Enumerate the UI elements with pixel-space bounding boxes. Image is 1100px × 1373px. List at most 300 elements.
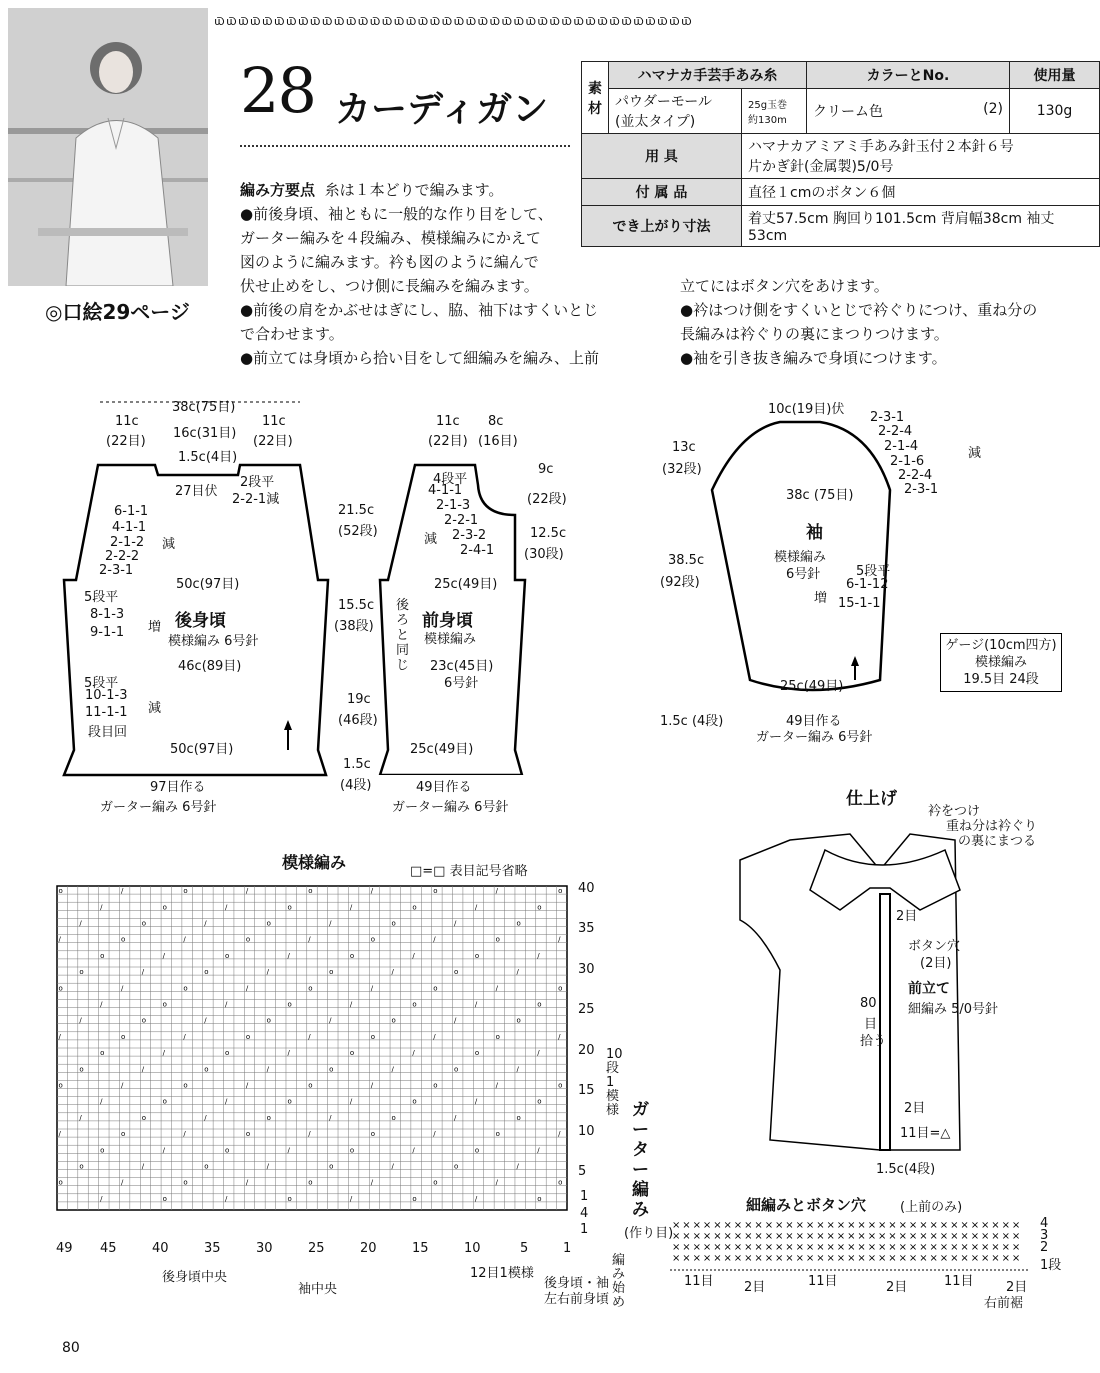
chart-garter-label: ガーター編み	[632, 1100, 649, 1220]
band-stitch: ×	[682, 1231, 691, 1242]
chart-symbol: o	[287, 1097, 292, 1106]
chart-symbol: /	[204, 1016, 207, 1025]
band-stitch: ×	[816, 1253, 825, 1264]
chart-symbol: o	[433, 984, 438, 993]
band-stitch: ×	[754, 1242, 763, 1253]
chart-start-back: 後身頃・袖	[544, 1276, 610, 1291]
band-stitch: ×	[981, 1231, 990, 1242]
chart-row-garter-1: 1	[580, 1222, 589, 1237]
chart-symbol: /	[162, 1049, 165, 1058]
chart-symbol: o	[204, 968, 209, 977]
band-gap-2: 2目	[744, 1280, 766, 1295]
band-stitch: ×	[888, 1242, 897, 1253]
chart-symbol: o	[391, 919, 396, 928]
chart-back-center: 後身頃中央	[162, 1270, 228, 1285]
band-gap-4: 2目	[886, 1280, 908, 1295]
chart-symbol: o	[474, 1049, 480, 1058]
chart-symbol: /	[474, 1000, 478, 1009]
band-stitch: ×	[867, 1242, 877, 1253]
band-stitch: ×	[836, 1231, 846, 1242]
finish-note-2: 重ね分は衿ぐり	[946, 819, 1038, 834]
band-stitch: ×	[795, 1242, 804, 1253]
chart-row-25: 25	[578, 1002, 595, 1017]
finish-band: 前立て	[908, 981, 950, 997]
chart-symbol: o	[433, 1178, 438, 1187]
band-stitch: ×	[795, 1253, 804, 1264]
chart-row-35: 35	[578, 921, 595, 936]
chart-symbol: o	[391, 1016, 396, 1025]
chart-symbol: /	[537, 1049, 540, 1058]
instr-line-4: 図のように編みます。衿も図のように編んで	[240, 253, 539, 271]
instr-right-3: 長編みは衿ぐりの裏にまつりつけます。	[680, 325, 949, 343]
sleeve-cap-dec: 減	[968, 446, 982, 461]
band-stitch: ×	[826, 1242, 835, 1253]
chart-col-10: 10	[464, 1241, 481, 1256]
instr-line-1: 糸は１本どりで編みます。	[324, 181, 504, 199]
chart-symbol: o	[516, 1016, 521, 1025]
chart-symbol: o	[183, 1081, 188, 1090]
chart-symbol: /	[141, 1162, 145, 1171]
band-stitch: ×	[672, 1220, 681, 1231]
tools-label: 用 具	[582, 134, 742, 179]
chart-row-40: 40	[578, 881, 595, 896]
sleeve-width: 38c (75目)	[786, 488, 854, 503]
band-stitch: ×	[836, 1242, 846, 1253]
front-shoulder-stitches: (22目)	[428, 434, 468, 449]
chart-symbol: o	[183, 887, 188, 896]
chart-symbol: /	[495, 984, 499, 993]
gauge-title: ゲージ(10cm四方)	[945, 638, 1057, 653]
front-h-top: 9c	[538, 462, 554, 477]
back-neck-dec-1: 2段平	[240, 475, 275, 490]
finish-equals: 11目=△	[900, 1126, 951, 1141]
chart-symbol: /	[120, 1081, 124, 1090]
finish-2-stitches-a: 2目	[896, 909, 918, 924]
chart-cast-on: (作り目)	[624, 1226, 674, 1241]
band-stitch: ×	[908, 1242, 918, 1253]
band-stitch: ×	[867, 1220, 877, 1231]
back-shoulder-width-1: 11c	[115, 414, 139, 429]
band-stitch: ×	[939, 1231, 949, 1242]
band-stitch: ×	[826, 1220, 835, 1231]
instr-right-1: 立てにはボタン穴をあけます。	[680, 277, 889, 295]
chart-symbol: o	[454, 968, 459, 977]
chart-symbol: /	[58, 1032, 61, 1041]
band-stitch: ×	[970, 1253, 980, 1264]
band-stitch: ×	[867, 1253, 877, 1264]
back-stitch: 模様編み 6号針	[168, 634, 259, 649]
chart-col-40: 40	[152, 1241, 169, 1256]
chart-symbol: o	[162, 1097, 167, 1106]
band-stitch: ×	[816, 1231, 825, 1242]
band-stitch: ×	[723, 1231, 732, 1242]
back-h-low: 19c	[347, 692, 371, 707]
band-stitch: ×	[764, 1242, 774, 1253]
tools-line-1: ハマナカアミアミ手あみ針玉付２本針６号	[748, 139, 1014, 155]
band-stitch: ×	[898, 1220, 907, 1231]
band-stitch: ×	[1011, 1242, 1021, 1253]
chart-symbol: o	[141, 1113, 147, 1122]
chart-symbol: /	[79, 1113, 82, 1122]
chart-symbol: /	[308, 1130, 311, 1139]
band-stitch: ×	[836, 1220, 846, 1231]
front-h-top-rows: (22段)	[527, 492, 567, 507]
band-stitch: ×	[929, 1220, 938, 1231]
band-stitch: ×	[723, 1242, 732, 1253]
back-shoulder-stitches-2: (22目)	[253, 434, 293, 449]
front-waist: 23c(45目)	[430, 659, 494, 674]
sleeve-cast-on: 49目作る	[786, 714, 842, 729]
chart-symbol: /	[287, 951, 290, 960]
decorative-border: ௰௰௰௰௰௰௰௰௰௰௰௰௰௰௰௰௰௰௰௰௰௰௰௰௰௰௰௰௰௰௰௰௰௰௰௰௰௰௰௰	[214, 10, 693, 30]
materials-table	[581, 61, 1100, 247]
band-stitch: ×	[826, 1253, 835, 1264]
band-stitch: ×	[733, 1220, 743, 1231]
band-gap-6: 2目	[1006, 1280, 1028, 1295]
band-stitch: ×	[1001, 1231, 1010, 1242]
chart-symbol: /	[245, 984, 249, 993]
band-stitch: ×	[702, 1242, 712, 1253]
back-shoulder-width-2: 11c	[262, 414, 286, 429]
chart-col-25: 25	[308, 1241, 325, 1256]
front-neck-4: 2-2-1	[444, 513, 479, 528]
chart-symbol: o	[266, 1016, 271, 1025]
band-chart-sub: (上前のみ)	[900, 1200, 963, 1215]
finish-2-stitches-b: 2目	[904, 1101, 926, 1116]
band-stitch: ×	[939, 1242, 949, 1253]
back-hem: 50c(97目)	[170, 742, 234, 757]
chart-symbol: o	[537, 903, 542, 912]
chart-symbol: o	[558, 887, 563, 896]
gauge-stitch: 模様編み	[974, 655, 1027, 670]
chart-symbol: o	[516, 1113, 521, 1122]
chart-start: 編み始め	[612, 1253, 626, 1310]
back-rows-flat-2: 5段平	[84, 676, 119, 691]
back-dec-3: 段目回	[88, 725, 128, 740]
chart-symbol: /	[495, 1178, 499, 1187]
band-stitch: ×	[1001, 1253, 1010, 1264]
band-stitch: ×	[1001, 1220, 1010, 1231]
instr-right-2: ●衿はつけ側をすくいとじで衿ぐりにつけ、重ね分の	[680, 301, 1038, 319]
band-stitch: ×	[754, 1253, 763, 1264]
chart-symbol: /	[204, 919, 207, 928]
band-stitch: ×	[713, 1220, 722, 1231]
chart-col-35: 35	[204, 1241, 221, 1256]
band-stitch: ×	[672, 1253, 681, 1264]
chart-symbol: o	[79, 968, 84, 977]
band-stitch: ×	[692, 1253, 701, 1264]
chart-symbol: /	[516, 1162, 519, 1171]
back-neck-depth: 1.5c(4目)	[178, 450, 238, 465]
sleeve-stitch: 模様編み	[774, 550, 827, 565]
back-h-mid-rows: (38段)	[334, 619, 374, 634]
chart-symbol: /	[100, 1000, 103, 1009]
band-stitch: ×	[919, 1253, 928, 1264]
chart-symbol: /	[100, 1194, 103, 1203]
sleeve-name: 袖	[806, 523, 823, 543]
band-stitch: ×	[888, 1231, 897, 1242]
back-arm-4: 2-2-2	[105, 549, 140, 564]
chart-symbol: /	[266, 1162, 270, 1171]
band-stitch: ×	[733, 1242, 743, 1253]
sleeve-h-cap-rows: (32段)	[662, 462, 702, 477]
front-needle: 6号針	[444, 676, 479, 691]
band-stitch: ×	[702, 1231, 712, 1242]
back-h-garter-rows: (4段)	[340, 778, 372, 793]
chart-rep-cols: 12目1模様	[470, 1266, 534, 1281]
chart-symbol: /	[349, 1000, 353, 1009]
band-stitch: ×	[816, 1242, 825, 1253]
band-row-4: 4	[1040, 1216, 1049, 1231]
photo-page-reference: ◎口絵29ページ	[45, 300, 190, 324]
front-shoulder-width: 11c	[436, 414, 460, 429]
chart-symbol: o	[120, 1032, 126, 1041]
band-stitch: ×	[1011, 1253, 1021, 1264]
back-neck-dec-2: 2-2-1減	[232, 492, 280, 507]
chart-symbol: /	[183, 935, 186, 944]
band-stitch: ×	[919, 1231, 928, 1242]
chart-symbol: o	[100, 1146, 105, 1155]
band-stitch: ×	[775, 1242, 784, 1253]
chart-symbol: /	[225, 1000, 228, 1009]
band-stitch: ×	[785, 1253, 794, 1264]
front-hem: 25c(49目)	[410, 742, 474, 757]
front-chest: 25c(49目)	[434, 577, 498, 592]
chart-symbol: /	[433, 1130, 436, 1139]
band-stitch: ×	[908, 1253, 918, 1264]
band-row-2: 2	[1040, 1240, 1049, 1255]
chart-symbol: /	[474, 1194, 478, 1203]
sleeve-garter: ガーター編み 6号針	[756, 730, 873, 745]
back-dec-1: 10-1-3	[85, 688, 128, 703]
back-waist: 46c(89目)	[178, 659, 242, 674]
chart-symbol: o	[474, 951, 480, 960]
front-neck-2: 4-1-1	[428, 483, 463, 498]
finish-note-1: 衿をつけ	[928, 804, 981, 819]
chart-symbol: o	[516, 919, 521, 928]
chart-symbol: o	[537, 1097, 542, 1106]
chart-symbol: o	[329, 1065, 334, 1074]
chart-symbol: /	[412, 1049, 415, 1058]
chart-symbol: /	[454, 1016, 457, 1025]
chart-row-20: 20	[578, 1043, 595, 1058]
chart-symbol: o	[308, 887, 313, 896]
back-h-low-rows: (46段)	[338, 713, 378, 728]
chart-symbol: /	[474, 1097, 478, 1106]
sleeve-h-body-rows: (92段)	[660, 575, 700, 590]
chart-symbol: /	[558, 1032, 561, 1041]
chart-symbol: o	[412, 1194, 417, 1203]
chart-symbol: /	[79, 919, 82, 928]
band-chart-title: 細編みとボタン穴	[746, 1196, 867, 1214]
band-stitch: ×	[970, 1220, 980, 1231]
chart-symbol: o	[141, 1016, 147, 1025]
chart-symbol: o	[245, 1130, 251, 1139]
finish-pickup-2: 目	[864, 1017, 878, 1032]
band-stitch: ×	[1011, 1231, 1021, 1242]
chart-symbol: /	[141, 1065, 145, 1074]
band-stitch: ×	[795, 1231, 804, 1242]
band-stitch: ×	[723, 1253, 732, 1264]
chart-symbol: o	[58, 1081, 63, 1090]
band-stitch: ×	[805, 1253, 815, 1264]
chart-symbol: o	[79, 1162, 84, 1171]
size-label: でき上がり寸法	[582, 206, 742, 247]
instr-line-3: ガーター編みを４段編み、模様編みにかえて	[240, 229, 541, 247]
instr-line-6: ●前後の肩をかぶせはぎにし、脇、袖下はすくいとじ	[240, 301, 599, 319]
back-h-arm-rows: (52段)	[338, 524, 378, 539]
chart-symbol: /	[329, 919, 332, 928]
chart-symbol: /	[370, 1081, 374, 1090]
band-stitch: ×	[764, 1220, 774, 1231]
instructions-heading: 編み方要点	[240, 181, 316, 199]
chart-symbol: /	[266, 968, 270, 977]
band-stitch: ×	[929, 1253, 938, 1264]
chart-symbol: /	[495, 1081, 499, 1090]
chart-title: 模様編み	[282, 853, 347, 872]
band-stitch: ×	[692, 1220, 701, 1231]
sleeve-h-cap: 13c	[672, 440, 696, 455]
amount-header: 使用量	[1010, 62, 1100, 89]
band-stitch: ×	[744, 1242, 753, 1253]
cardigan-photo	[8, 8, 208, 286]
band-stitch: ×	[950, 1253, 959, 1264]
chart-row-garter-4: 4	[580, 1206, 589, 1221]
chart-col-1: 1	[563, 1241, 572, 1256]
chart-symbol: /	[79, 1016, 82, 1025]
sleeve-cap-5: 2-2-4	[898, 468, 933, 483]
band-stitch: ×	[929, 1231, 938, 1242]
chart-symbol: o	[349, 1146, 355, 1155]
band-stitch: ×	[744, 1253, 753, 1264]
back-neck-width: 16c(31目)	[173, 426, 237, 441]
chart-symbol: o	[287, 903, 292, 912]
band-stitch: ×	[867, 1231, 877, 1242]
color-header: カラーとNo.	[807, 62, 1010, 89]
band-stitch: ×	[908, 1231, 918, 1242]
front-neck-5: 2-3-2	[452, 528, 487, 543]
back-cast-on: 97目作る	[150, 780, 206, 795]
finish-pickup-3: 拾う	[860, 1034, 887, 1049]
band-stitch: ×	[888, 1253, 897, 1264]
front-garter: ガーター編み 6号針	[392, 800, 509, 815]
back-rows-flat: 5段平	[84, 590, 119, 605]
chart-symbol: o	[183, 984, 188, 993]
band-stitch: ×	[692, 1231, 701, 1242]
chart-symbol: o	[558, 1081, 563, 1090]
band-stitch: ×	[816, 1220, 825, 1231]
chart-symbol: /	[245, 887, 249, 896]
back-body-name: 後身頃	[175, 611, 226, 631]
chart-row-5: 5	[578, 1164, 587, 1179]
finish-buttonhole-2: (2目)	[920, 956, 952, 971]
band-stitch: ×	[847, 1253, 856, 1264]
chart-symbol: o	[58, 887, 63, 896]
band-stitch: ×	[713, 1231, 722, 1242]
yarn-type: (並太タイプ)	[615, 114, 696, 130]
chart-symbol: o	[412, 903, 417, 912]
chart-symbol: o	[162, 1194, 167, 1203]
sleeve-h-body: 38.5c	[668, 553, 705, 568]
band-stitch: ×	[775, 1253, 784, 1264]
sleeve-cuff: 25c(49目)	[780, 679, 844, 694]
band-stitch: ×	[950, 1220, 959, 1231]
chart-symbol: o	[245, 935, 251, 944]
chart-symbol: o	[204, 1065, 209, 1074]
back-shoulder-stitches-1: (22目)	[106, 434, 146, 449]
chart-symbol: /	[370, 1178, 374, 1187]
back-arm-1: 6-1-1	[114, 504, 149, 519]
band-row-3: 3	[1040, 1228, 1049, 1243]
band-stitch: ×	[805, 1231, 815, 1242]
band-stitch: ×	[857, 1231, 866, 1242]
chart-symbol: /	[412, 1146, 415, 1155]
chart-symbol: /	[141, 968, 145, 977]
back-arm-dec: 減	[162, 537, 176, 552]
chart-symbol: o	[225, 951, 230, 960]
chart-symbol: o	[433, 887, 438, 896]
chart-symbol: /	[454, 1113, 457, 1122]
band-stitch: ×	[878, 1220, 887, 1231]
band-stitch: ×	[970, 1242, 980, 1253]
back-h-garter: 1.5c	[343, 757, 371, 772]
chart-symbol: /	[162, 1146, 165, 1155]
chart-symbol: o	[287, 1194, 292, 1203]
band-stitch: ×	[929, 1242, 938, 1253]
accessories-value: 直径１cmのボタン６個	[742, 179, 1100, 206]
band-stitch: ×	[754, 1220, 763, 1231]
band-stitch: ×	[785, 1242, 794, 1253]
finish-buttonhole: ボタン穴	[908, 939, 961, 954]
chart-symbol: /	[433, 1032, 436, 1041]
chart-symbol: o	[245, 1032, 251, 1041]
accessories-label: 付 属 品	[582, 179, 742, 206]
chart-symbol: /	[391, 1162, 394, 1171]
chart-symbol: /	[537, 1146, 540, 1155]
photo-illustration	[8, 8, 208, 286]
band-stitch: ×	[836, 1253, 846, 1264]
chart-symbol: o	[558, 1178, 563, 1187]
chart-symbol: o	[141, 919, 147, 928]
band-stitch: ×	[991, 1242, 1000, 1253]
chart-symbol: /	[100, 903, 103, 912]
chart-legend: □=□ 表目記号省略	[410, 864, 528, 879]
chart-col-20: 20	[360, 1241, 377, 1256]
band-stitch: ×	[713, 1242, 722, 1253]
front-cast-on: 49目作る	[416, 780, 472, 795]
sleeve-h-garter: 1.5c (4段)	[660, 714, 724, 729]
band-stitch: ×	[847, 1242, 856, 1253]
chart-symbol: o	[204, 1162, 209, 1171]
chart-symbol: /	[266, 1065, 270, 1074]
band-stitch: ×	[847, 1220, 856, 1231]
chart-symbol: o	[433, 1081, 438, 1090]
instructions-left	[240, 178, 620, 370]
chart-symbol: /	[474, 903, 478, 912]
pattern-chart	[55, 880, 575, 1240]
band-stitch: ×	[826, 1231, 835, 1242]
chart-symbol: /	[58, 1130, 61, 1139]
band-stitch: ×	[960, 1253, 969, 1264]
sleeve-cap-6: 2-3-1	[904, 482, 939, 497]
sleeve-cap-1: 2-3-1	[870, 410, 905, 425]
chart-symbol: /	[120, 1178, 124, 1187]
band-stitch: ×	[991, 1220, 1000, 1231]
front-neck-1: 4段平	[433, 472, 468, 487]
chart-symbol: o	[183, 1178, 188, 1187]
band-stitch: ×	[702, 1220, 712, 1231]
chart-symbol: o	[391, 1113, 396, 1122]
